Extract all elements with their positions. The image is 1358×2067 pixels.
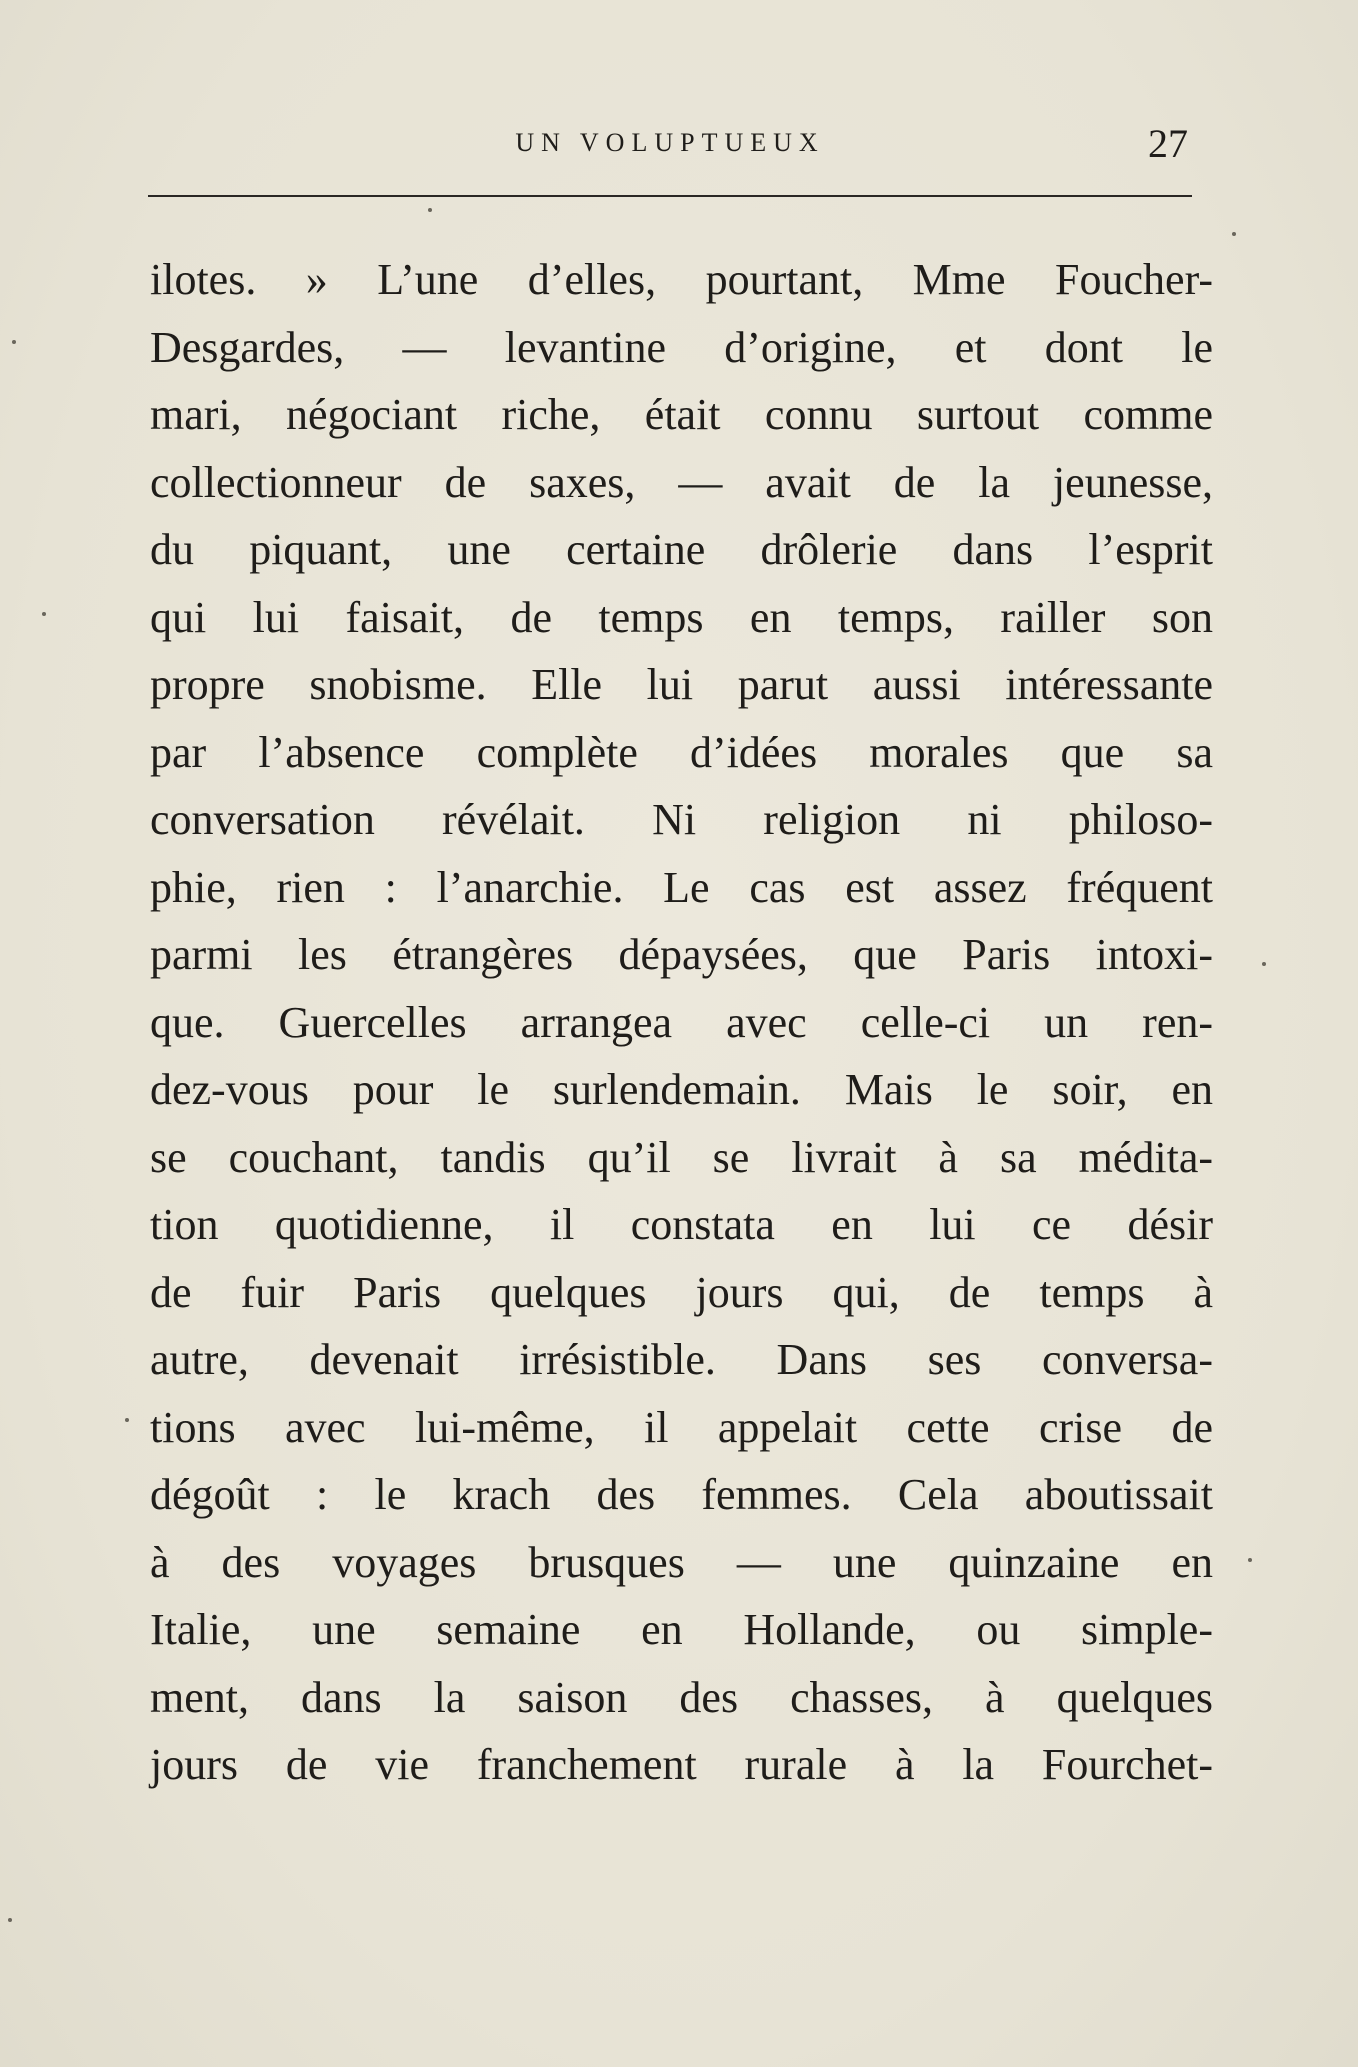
text-line: à des voyages brusques — une quinzaine en <box>150 1537 1213 1587</box>
running-head <box>148 118 1192 168</box>
text-line: mari, négociant riche, était connu surtout comme <box>150 390 1213 439</box>
text-line: tion quotidienne, il constata en lui ce désir <box>150 1200 1213 1249</box>
text-line: tions avec lui-même, il appelait cette crise de <box>150 1402 1213 1452</box>
text-line: parmi les étrangères dépaysées, que Paris intoxi- <box>150 930 1213 979</box>
text-line: ment, dans la saison des chasses, à quelques <box>150 1672 1213 1722</box>
text-line: autre, devenait irrésistible. Dans ses conversa- <box>150 1335 1213 1384</box>
paper-speck <box>12 340 16 344</box>
text-line: Italie, une semaine en Hollande, ou simple- <box>150 1605 1213 1654</box>
paper-speck <box>1262 962 1266 966</box>
text-line: propre snobisme. Elle lui parut aussi intéressante <box>150 660 1213 709</box>
text-line: dégoût : le krach des femmes. Cela aboutissait <box>150 1470 1213 1519</box>
text-line: conversation révélait. Ni religion ni philoso- <box>150 795 1213 844</box>
text-line: jours de vie franchement rurale à la Fourchet- <box>150 1740 1213 1789</box>
text-line: se couchant, tandis qu’il se livrait à sa médita- <box>150 1132 1213 1182</box>
text-line: ilotes. » L’une d’elles, pourtant, Mme Foucher- <box>150 255 1213 304</box>
paper-speck <box>1248 1558 1252 1562</box>
text-line: dez-vous pour le surlendemain. Mais le soir, en <box>150 1065 1213 1114</box>
text-line: Desgardes, — levantine d’origine, et dont le <box>150 322 1213 372</box>
text-line: que. Guercelles arrangea avec celle-ci un ren- <box>150 997 1213 1047</box>
text-line: phie, rien : l’anarchie. Le cas est assez fréquent <box>150 862 1213 912</box>
text-line: collectionneur de saxes, — avait de la jeunesse, <box>150 457 1213 507</box>
body-text <box>150 246 1213 1799</box>
header-rule <box>148 195 1192 197</box>
text-line: de fuir Paris quelques jours qui, de temps à <box>150 1267 1213 1317</box>
page-number: 27 <box>1148 121 1188 166</box>
paper-speck <box>428 208 432 212</box>
text-line: par l’absence complète d’idées morales que sa <box>150 727 1213 777</box>
paper-speck <box>125 1418 129 1422</box>
paper-speck <box>8 1918 12 1922</box>
paper-speck <box>1232 232 1236 236</box>
text-line: qui lui faisait, de temps en temps, railler son <box>150 592 1213 642</box>
paper-speck <box>42 612 46 616</box>
running-title: UN VOLUPTUEUX <box>515 128 825 157</box>
text-line: du piquant, une certaine drôlerie dans l’esprit <box>150 525 1213 574</box>
